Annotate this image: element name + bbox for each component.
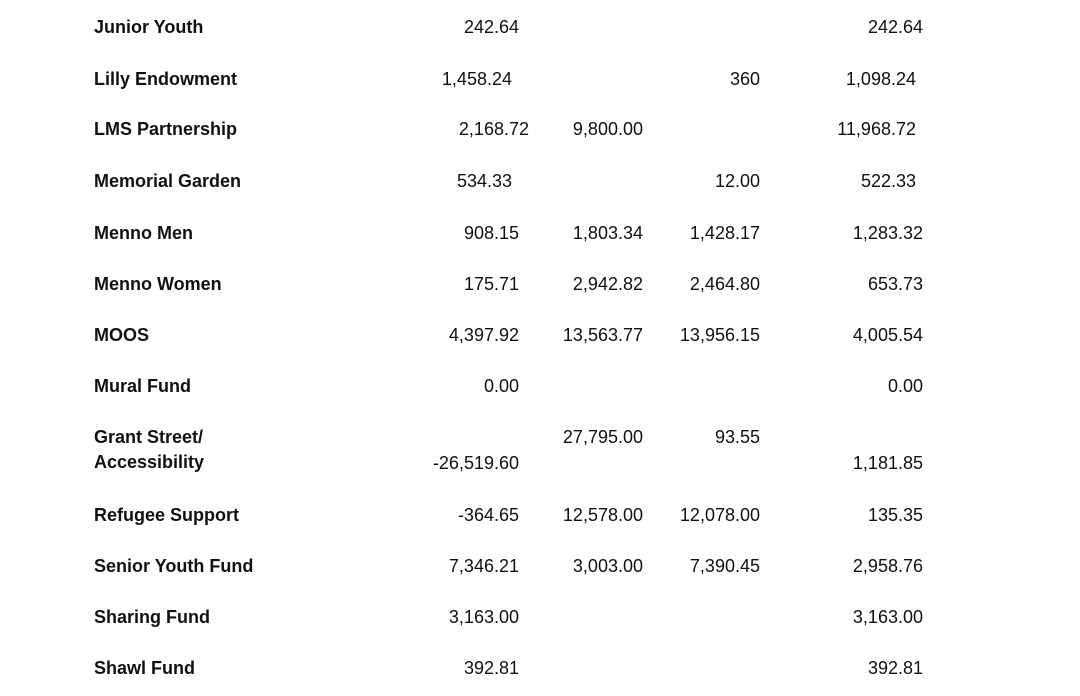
col3-value: 12.00	[714, 171, 760, 191]
table-row	[0, 554, 1080, 594]
fund-name: Grant Street/	[94, 427, 204, 447]
table-row	[0, 169, 1080, 209]
col1-value: 175.71	[463, 274, 519, 294]
fund-name-continued: Accessibility	[94, 452, 205, 472]
fund-name: MOOS	[94, 325, 150, 345]
fund-name: Memorial Garden	[94, 171, 242, 191]
col4-value: 392.81	[867, 658, 923, 678]
col2-value: 13,563.77	[562, 325, 643, 345]
col2-value: 1,803.34	[572, 223, 643, 243]
fund-name: Refugee Support	[94, 505, 240, 525]
col1-value: 1,458.24	[441, 69, 512, 89]
col3-value: 93.55	[714, 427, 760, 447]
table-row	[0, 15, 1080, 55]
col4-value: 522.33	[860, 171, 916, 191]
fund-name: Lilly Endowment	[94, 69, 238, 89]
col4-value: 0.00	[887, 376, 923, 396]
fund-name: Mural Fund	[94, 376, 191, 396]
fund-name: Junior Youth	[94, 17, 204, 37]
col1-value: 3,163.00	[448, 607, 519, 627]
col1-value: 392.81	[463, 658, 519, 678]
col4-value: 1,283.32	[852, 223, 923, 243]
fund-name: LMS Partnership	[94, 119, 238, 139]
col1-value: 534.33	[456, 171, 512, 191]
col4-value: 3,163.00	[852, 607, 923, 627]
col4-value: 4,005.54	[852, 325, 923, 345]
col2-value: 3,003.00	[572, 556, 643, 576]
col4-value: 135.35	[867, 505, 923, 525]
fund-name: Menno Women	[94, 274, 222, 294]
col1-value: 0.00	[483, 376, 519, 396]
table-row	[0, 67, 1080, 107]
col3-value: 2,464.80	[689, 274, 760, 294]
col2-value: 12,578.00	[562, 505, 643, 525]
col1-value: 4,397.92	[448, 325, 519, 345]
col1-value: 908.15	[463, 223, 519, 243]
col3-value: 1,428.17	[689, 223, 760, 243]
col4-value: 242.64	[867, 17, 923, 37]
table-row	[0, 374, 1080, 414]
col4-value: 1,181.85	[852, 453, 923, 473]
table-row	[0, 503, 1080, 543]
fund-name: Shawl Fund	[94, 658, 195, 678]
col3-value: 13,956.15	[679, 325, 760, 345]
table-row	[0, 323, 1080, 363]
col4-value: 653.73	[867, 274, 923, 294]
col1-value: 2,168.72	[458, 119, 529, 139]
col4-value: 1,098.24	[845, 69, 916, 89]
col2-value: 27,795.00	[562, 427, 643, 447]
col1-value: 7,346.21	[448, 556, 519, 576]
fund-name: Senior Youth Fund	[94, 556, 254, 576]
fund-name: Menno Men	[94, 223, 193, 243]
col1-value: 242.64	[463, 17, 519, 37]
table-row	[0, 425, 1080, 477]
table-row	[0, 117, 1080, 157]
table-row	[0, 272, 1080, 312]
col3-value: 12,078.00	[679, 505, 760, 525]
fund-name: Sharing Fund	[94, 607, 210, 627]
col3-value: 360	[729, 69, 760, 89]
col3-value: 7,390.45	[689, 556, 760, 576]
table-row	[0, 221, 1080, 261]
table-row	[0, 605, 1080, 645]
col1-value: -26,519.60	[432, 453, 519, 473]
col2-value: 2,942.82	[572, 274, 643, 294]
table-row	[0, 656, 1080, 696]
col4-value: 2,958.76	[852, 556, 923, 576]
col2-value: 9,800.00	[572, 119, 643, 139]
col4-value: 11,968.72	[837, 119, 916, 139]
col1-value: -364.65	[457, 505, 519, 525]
